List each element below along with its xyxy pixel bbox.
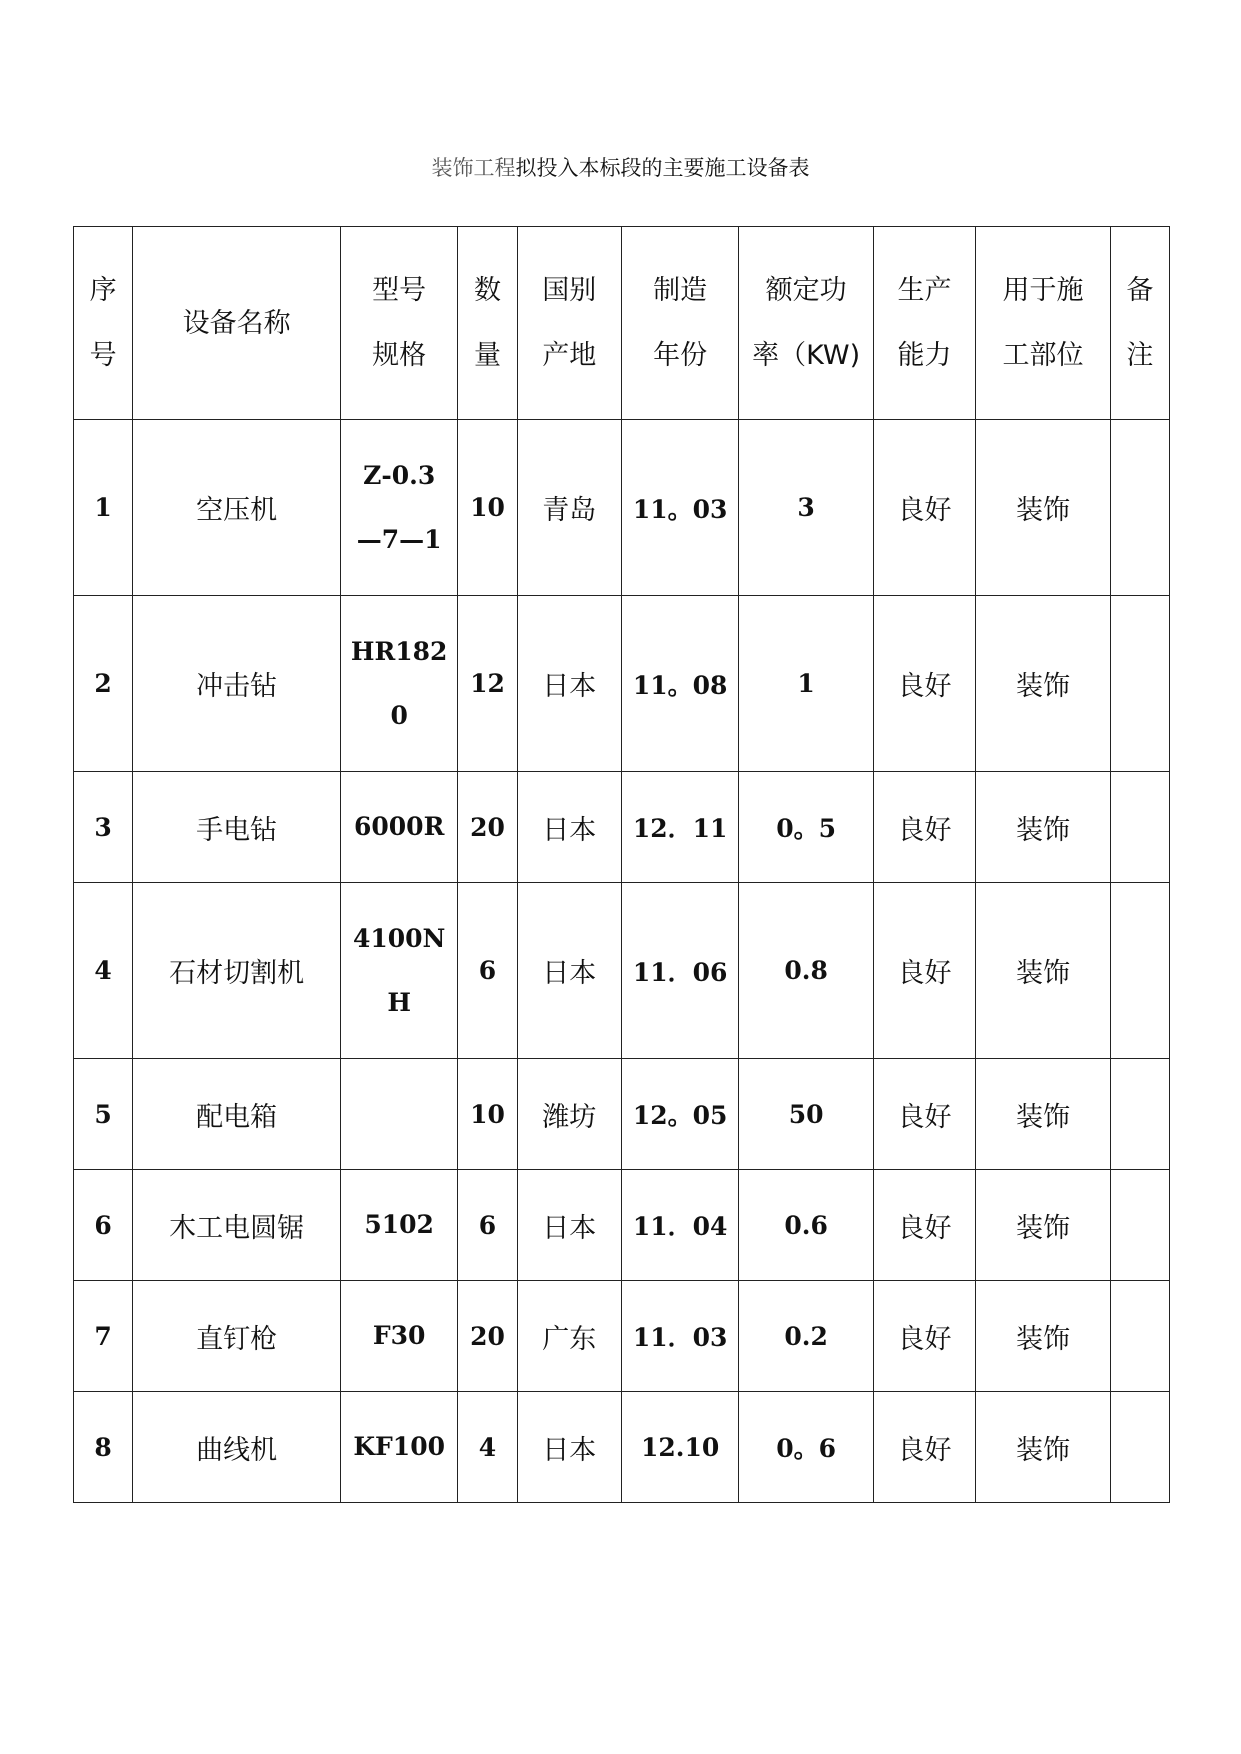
origin-cell: 潍坊 [517, 1059, 621, 1170]
usage-area-cell: 装饰 [976, 883, 1110, 1059]
equipment-name-cell: 直钉枪 [133, 1281, 341, 1392]
header-label: 注 [1126, 340, 1154, 371]
equipment-name-cell: 配电箱 [133, 1059, 341, 1170]
equipment-name-cell: 石材切割机 [133, 883, 341, 1059]
usage-area-cell: 装饰 [976, 1170, 1110, 1281]
remarks-cell [1110, 1392, 1169, 1503]
header-cell [74, 227, 133, 420]
capacity-cell: 良好 [873, 420, 975, 596]
model-spec-cell [340, 1059, 457, 1170]
origin-cell: 日本 [517, 1170, 621, 1281]
origin-cell: 日本 [517, 1392, 621, 1503]
table-row [74, 1281, 1170, 1392]
equipment-name-cell: 冲击钻 [133, 596, 341, 772]
header-label: 型号 [372, 275, 427, 306]
model-spec-cell [340, 772, 457, 883]
model-spec-line: 0 [390, 700, 408, 730]
header-label: 工部位 [1002, 340, 1084, 371]
model-spec-cell [340, 596, 457, 772]
quantity-cell: 10 [458, 420, 517, 596]
rated-power-cell: 50 [739, 1059, 873, 1170]
header-label: 用于施 [1002, 275, 1084, 306]
model-spec-cell [340, 1170, 457, 1281]
row-number-cell: 1 [74, 420, 133, 596]
header-cell [517, 227, 621, 420]
header-cell [340, 227, 457, 420]
manufacture-year-cell: 11。08 [621, 596, 738, 772]
equipment-name-cell: 木工电圆锯 [133, 1170, 341, 1281]
model-spec-line: 5102 [364, 1210, 434, 1239]
equipment-table [73, 226, 1170, 1503]
origin-cell: 青岛 [517, 420, 621, 596]
remarks-cell [1110, 883, 1169, 1059]
quantity-cell: 20 [458, 772, 517, 883]
table-header-row [74, 227, 1170, 420]
model-spec-cell [340, 1392, 457, 1503]
capacity-cell: 良好 [873, 1392, 975, 1503]
rated-power-cell: 0。5 [739, 772, 873, 883]
row-number-cell: 3 [74, 772, 133, 883]
remarks-cell [1110, 1059, 1169, 1170]
model-spec-line: KF100 [353, 1432, 445, 1461]
row-number-cell: 6 [74, 1170, 133, 1281]
usage-area-cell: 装饰 [976, 772, 1110, 883]
manufacture-year-cell: 12．11 [621, 772, 738, 883]
model-spec-line: 6000R [353, 812, 445, 841]
model-spec-line: H [387, 987, 411, 1017]
model-spec-line: 4100N [352, 923, 446, 953]
header-cell [621, 227, 738, 420]
remarks-cell [1110, 596, 1169, 772]
header-label: 数 [473, 275, 501, 306]
origin-cell: 日本 [517, 883, 621, 1059]
header-label: 国别 [542, 275, 597, 306]
header-label: 规格 [372, 340, 427, 371]
header-cell [976, 227, 1110, 420]
rated-power-cell: 0.6 [739, 1170, 873, 1281]
usage-area-cell: 装饰 [976, 1392, 1110, 1503]
table-row [74, 1059, 1170, 1170]
table-row [74, 596, 1170, 772]
model-spec-line: HR182 [350, 636, 448, 666]
header-label: 年份 [653, 340, 708, 371]
capacity-cell: 良好 [873, 883, 975, 1059]
model-spec-line: Z-0.3 [363, 460, 436, 490]
table-row [74, 420, 1170, 596]
row-number-cell: 4 [74, 883, 133, 1059]
row-number-cell: 5 [74, 1059, 133, 1170]
capacity-cell: 良好 [873, 1281, 975, 1392]
remarks-cell [1110, 1170, 1169, 1281]
quantity-cell: 12 [458, 596, 517, 772]
rated-power-cell: 0.8 [739, 883, 873, 1059]
quantity-cell: 4 [458, 1392, 517, 1503]
header-label: 量 [473, 340, 501, 371]
origin-cell: 日本 [517, 596, 621, 772]
model-spec-cell [340, 883, 457, 1059]
capacity-cell: 良好 [873, 1059, 975, 1170]
header-cell [458, 227, 517, 420]
quantity-cell: 20 [458, 1281, 517, 1392]
table-row [74, 1392, 1170, 1503]
header-label: 产地 [542, 340, 597, 371]
header-label: 制造 [653, 275, 708, 306]
usage-area-cell: 装饰 [976, 1059, 1110, 1170]
model-spec-cell [340, 1281, 457, 1392]
model-spec-line: F30 [372, 1321, 426, 1350]
capacity-cell: 良好 [873, 772, 975, 883]
header-label: 生产 [897, 275, 952, 306]
usage-area-cell: 装饰 [976, 420, 1110, 596]
quantity-cell: 6 [458, 883, 517, 1059]
header-label: 能力 [897, 340, 952, 371]
remarks-cell [1110, 1281, 1169, 1392]
usage-area-cell: 装饰 [976, 596, 1110, 772]
header-cell [873, 227, 975, 420]
header-label: 额定功 [765, 275, 847, 306]
origin-cell: 广东 [517, 1281, 621, 1392]
capacity-cell: 良好 [873, 1170, 975, 1281]
manufacture-year-cell: 11。03 [621, 420, 738, 596]
rated-power-cell: 3 [739, 420, 873, 596]
page-title [0, 152, 1241, 182]
header-label: 率（KW) [752, 340, 861, 371]
header-label: 号 [89, 340, 117, 371]
table-row [74, 883, 1170, 1059]
rated-power-cell: 0.2 [739, 1281, 873, 1392]
rated-power-cell: 1 [739, 596, 873, 772]
header-label: 序 [89, 275, 117, 306]
header-cell [739, 227, 873, 420]
table-row [74, 772, 1170, 883]
row-number-cell: 7 [74, 1281, 133, 1392]
title-part-2: 拟投入本标段的主要施工设备表 [515, 156, 810, 180]
capacity-cell: 良好 [873, 596, 975, 772]
quantity-cell: 10 [458, 1059, 517, 1170]
manufacture-year-cell: 11．06 [621, 883, 738, 1059]
manufacture-year-cell: 12。05 [621, 1059, 738, 1170]
header-cell [133, 227, 341, 420]
table-row [74, 1170, 1170, 1281]
origin-cell: 日本 [517, 772, 621, 883]
model-spec-cell [340, 420, 457, 596]
equipment-name-cell: 曲线机 [133, 1392, 341, 1503]
model-spec-line: —7—1 [356, 524, 442, 554]
equipment-name-cell: 空压机 [133, 420, 341, 596]
rated-power-cell: 0。6 [739, 1392, 873, 1503]
usage-area-cell: 装饰 [976, 1281, 1110, 1392]
manufacture-year-cell: 11．03 [621, 1281, 738, 1392]
title-part-1: 装饰工程 [431, 156, 516, 180]
header-label: 设备名称 [182, 307, 291, 339]
manufacture-year-cell: 12.10 [621, 1392, 738, 1503]
remarks-cell [1110, 772, 1169, 883]
header-label: 备 [1126, 275, 1154, 306]
row-number-cell: 8 [74, 1392, 133, 1503]
row-number-cell: 2 [74, 596, 133, 772]
remarks-cell [1110, 420, 1169, 596]
quantity-cell: 6 [458, 1170, 517, 1281]
header-cell [1110, 227, 1169, 420]
manufacture-year-cell: 11．04 [621, 1170, 738, 1281]
equipment-name-cell: 手电钻 [133, 772, 341, 883]
